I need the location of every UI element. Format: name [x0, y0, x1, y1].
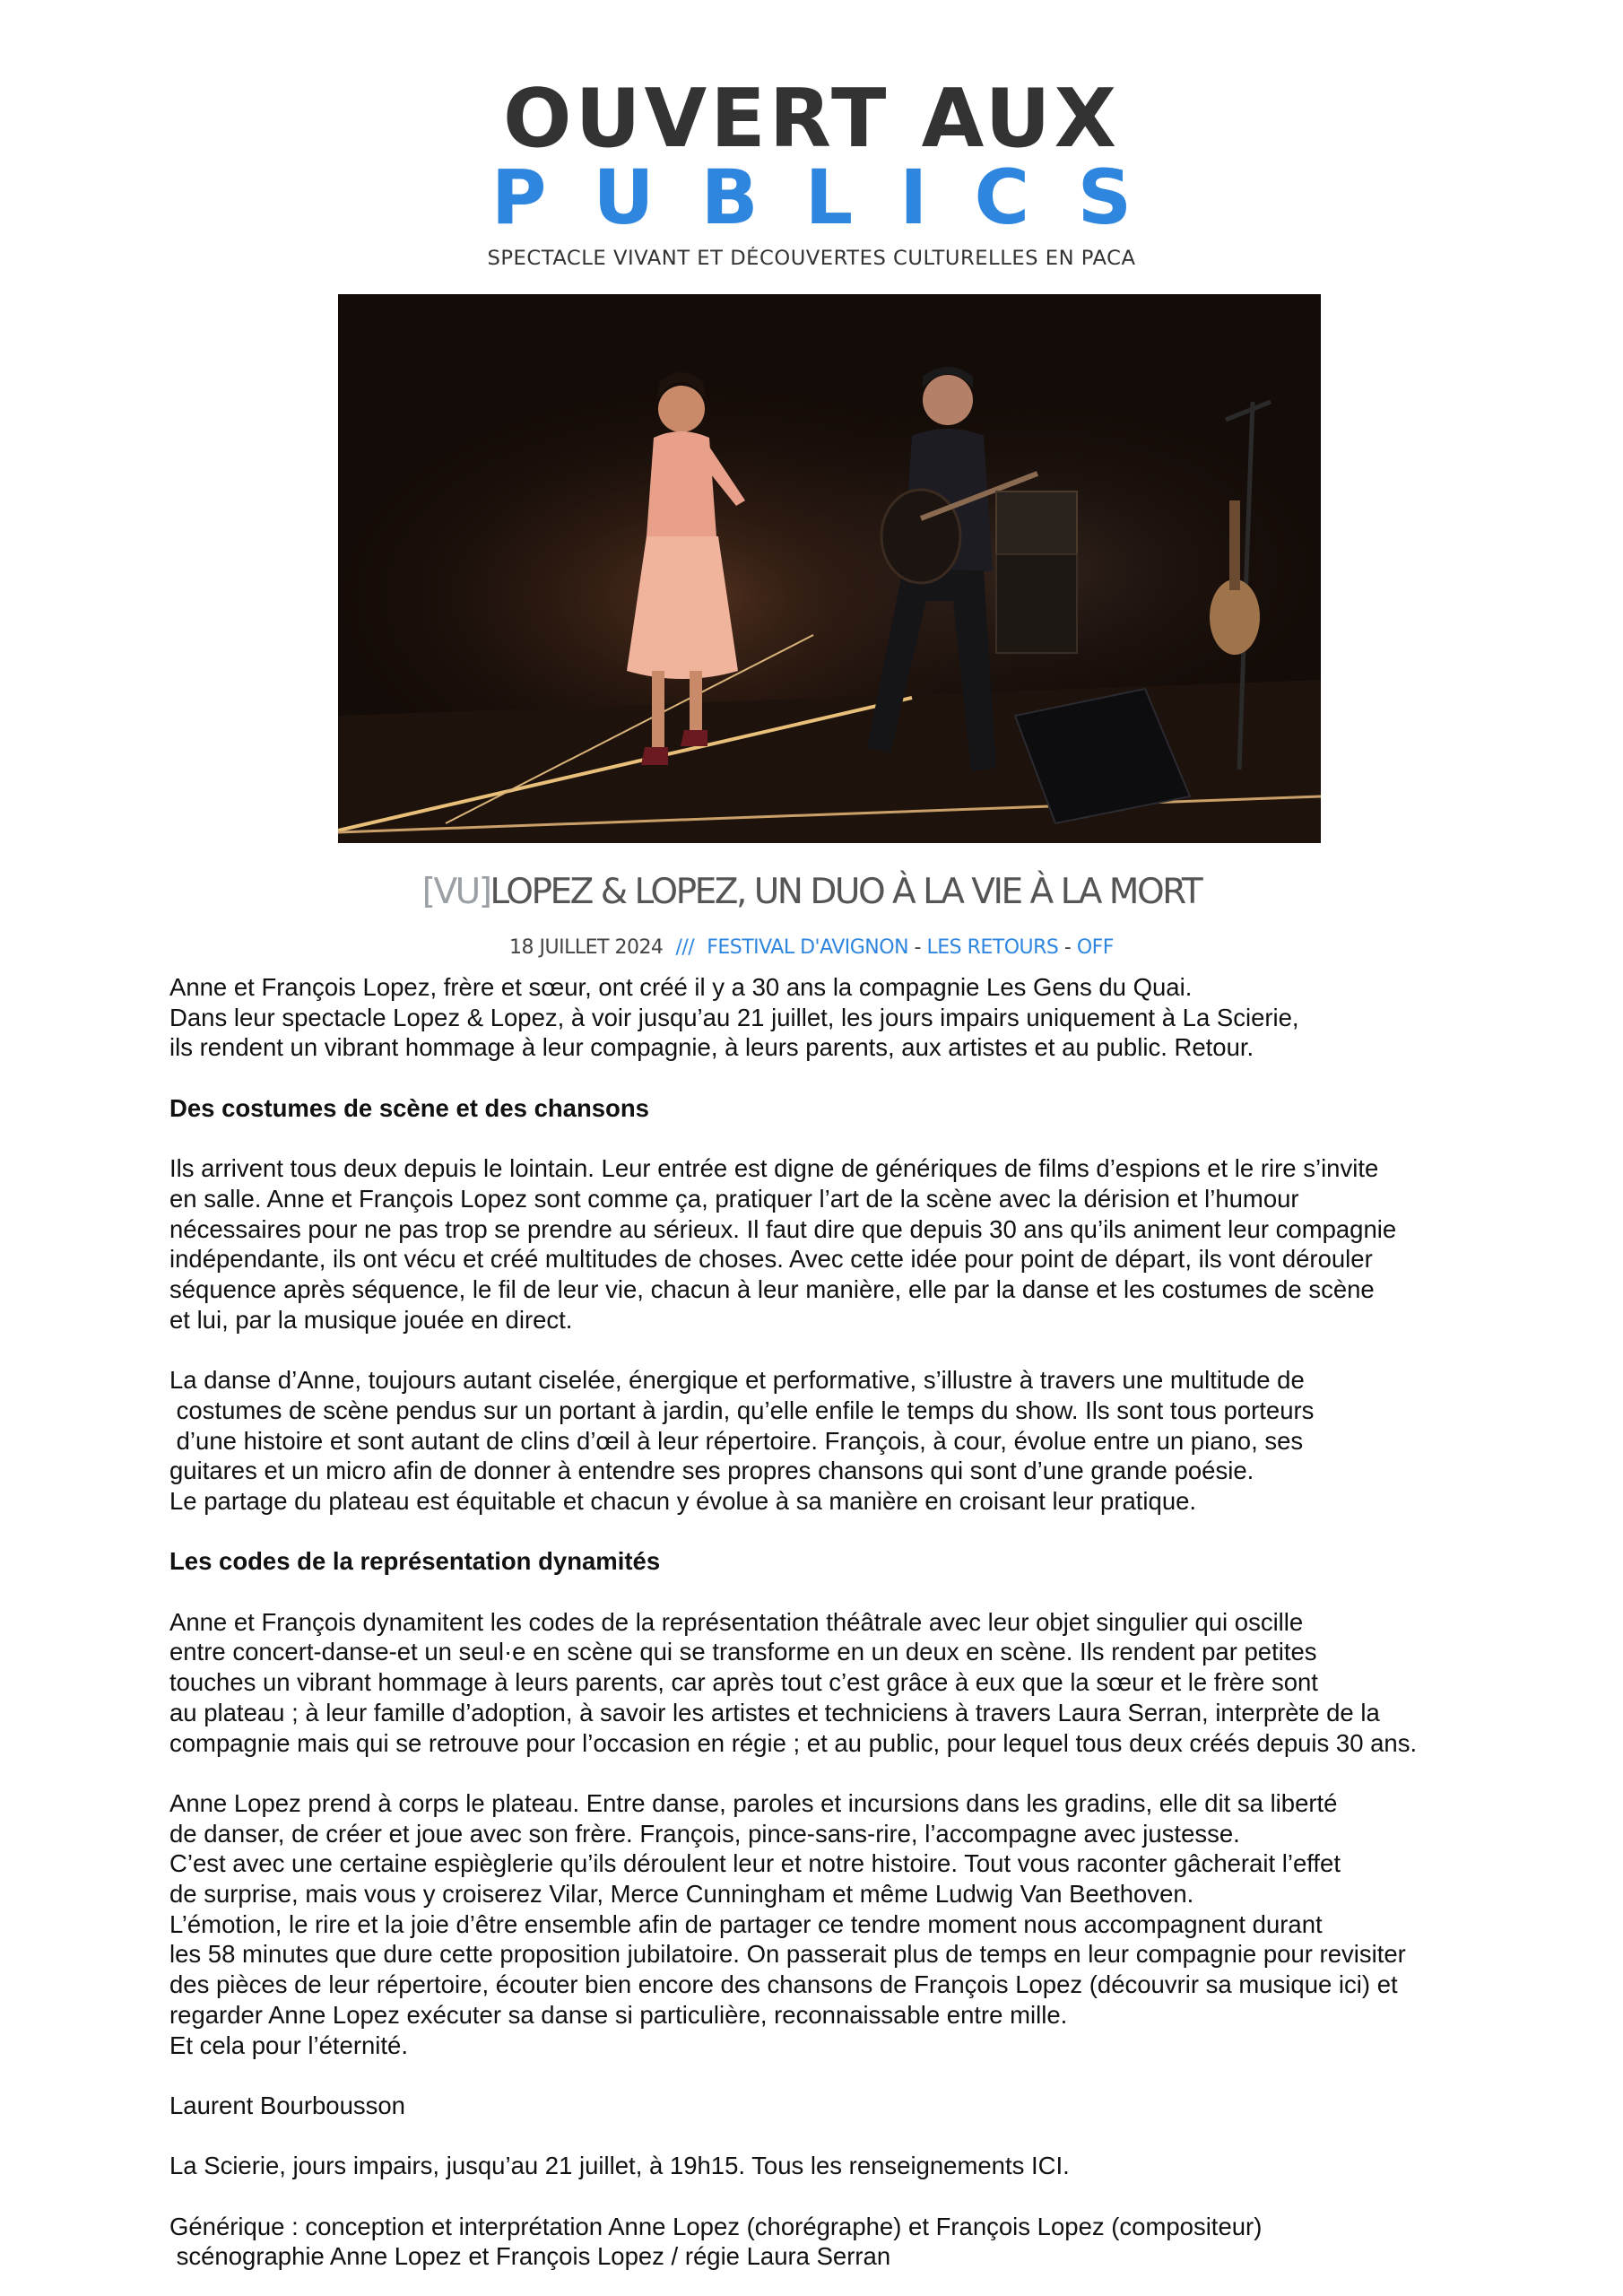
body-line: compagnie mais qui se retrouve pour l’occasion en régie ; et au public, pour lequel tous deux créés depuis 30 ans.: [169, 1728, 1418, 1757]
body-line: d’une histoire et sont autant de clins d’œil à leur répertoire. François, à cour, évolue entre un piano, ses: [169, 1426, 1304, 1455]
article-title: [0, 872, 1623, 912]
article-meta: [0, 936, 1623, 959]
logo-title-line1: OUVERT AUX: [502, 72, 1121, 166]
body-line: Ils arrivent tous deux depuis le lointain. Leur entrée est digne de génériques de films d’espions et le rire s’invite: [169, 1154, 1379, 1183]
body-line: guitares et un micro afin de donner à entendre ses propres chansons qui sont d’une grande poésie.: [169, 1457, 1254, 1485]
body-line: entre concert-danse-et un seul·e en scène qui se transforme en un deux en scène. Ils rendent par petites: [169, 1638, 1317, 1666]
body-line: regarder Anne Lopez exécuter sa danse si particulière, reconnaissable entre mille.: [169, 2000, 1068, 2029]
stage-photo-illustration: [338, 294, 1321, 843]
body-line: des pièces de leur répertoire, écouter bien encore des chansons de François Lopez (découvrir sa musique ici) et: [169, 1970, 1398, 1999]
body-line: L’émotion, le rire et la joie d’être ensemble afin de partager ce tendre moment nous accompagnent durant: [169, 1909, 1323, 1938]
body-line: en salle. Anne et François Lopez sont comme ça, pratiquer l’art de la scène avec la dérision et l’humour: [169, 1184, 1299, 1213]
article-title-prefix: [VU]: [421, 872, 490, 912]
article-photo: [338, 294, 1321, 843]
author-name: Laurent Bourbousson: [169, 2091, 405, 2119]
body-line: de danser, de créer et joue avec son frère. François, pince-sans-rire, l’accompagne avec justesse.: [169, 1819, 1240, 1848]
category-dash: -: [1058, 936, 1077, 959]
body-line: Anne et François Lopez, frère et sœur, ont créé il y a 30 ans la compagnie Les Gens du Quai.: [169, 973, 1193, 1001]
body-line: Le partage du plateau est équitable et chacun y évolue à sa manière en croisant leur pratique.: [169, 1486, 1197, 1515]
section-heading: Les codes de la représentation dynamités: [169, 1547, 661, 1576]
logo-title-line2: PUBLICS: [490, 153, 1179, 241]
body-line: de surprise, mais vous y croiserez Vilar, Merce Cunningham et même Ludwig Van Beethoven.: [169, 1880, 1194, 1908]
body-line: La danse d’Anne, toujours autant ciselée, énergique et performative, s’illustre à travers une multitude de: [169, 1366, 1305, 1395]
category-link-off[interactable]: OFF: [1076, 936, 1114, 959]
body-line: Et cela pour l’éternité.: [169, 2031, 408, 2059]
body-line: touches un vibrant hommage à leurs parents, car après tout c’est grâce à eux que la sœur et le frère sont: [169, 1668, 1318, 1697]
body-line: indépendante, ils ont vécu et créé multitudes de choses. Avec cette idée pour point de départ, ils vont dérouler: [169, 1245, 1373, 1274]
body-line: Anne et François dynamitent les codes de la représentation théâtrale avec leur objet singulier qui oscille: [169, 1607, 1304, 1636]
section-heading: Des costumes de scène et des chansons: [169, 1093, 649, 1122]
site-tagline: SPECTACLE VIVANT ET DÉCOUVERTES CULTURELLES EN PACA: [487, 248, 1136, 270]
category-link-retours[interactable]: LES RETOURS: [926, 936, 1059, 959]
body-line: les 58 minutes que dure cette proposition jubilatoire. On passerait plus de temps en leur compagnie pour revisiter: [169, 1940, 1406, 1969]
article-body: [169, 972, 1568, 2272]
category-link-festival[interactable]: FESTIVAL D'AVIGNON: [707, 936, 909, 959]
body-line: C’est avec une certaine espièglerie qu’ils déroulent leur et notre histoire. Tout vous raconter gâcherait l’effet: [169, 1849, 1341, 1878]
meta-separator: ///: [675, 936, 695, 959]
body-line: nécessaires pour ne pas trop se prendre au sérieux. Il faut dire que depuis 30 ans qu’ils animent leur compagnie: [169, 1214, 1397, 1243]
venue-info: La Scierie, jours impairs, jusqu’au 21 juillet, à 19h15. Tous les renseignements ICI.: [169, 2152, 1070, 2180]
body-line: ils rendent un vibrant hommage à leur compagnie, à leurs parents, aux artistes et au public. Retour.: [169, 1033, 1254, 1062]
article-date: 18 JUILLET 2024: [509, 936, 664, 959]
body-line: costumes de scène pendus sur un portant à jardin, qu’elle enfile le temps du show. Ils sont tous porteurs: [169, 1396, 1315, 1424]
category-dash: -: [908, 936, 927, 959]
credits-line: scénographie Anne Lopez et François Lopez / régie Laura Serran: [169, 2242, 891, 2271]
body-line: Dans leur spectacle Lopez & Lopez, à voir jusqu’au 21 juillet, les jours impairs uniquement à La Scierie,: [169, 1003, 1299, 1031]
body-line: Anne Lopez prend à corps le plateau. Entre danse, paroles et incursions dans les gradins, elle dit sa liberté: [169, 1788, 1338, 1817]
article-title-text: LOPEZ & LOPEZ, UN DUO À LA VIE À LA MORT: [490, 872, 1202, 912]
body-line: au plateau ; à leur famille d’adoption, à savoir les artistes et techniciens à travers Laura Serran, interprète de la: [169, 1698, 1380, 1726]
credits-line: Générique : conception et interprétation Anne Lopez (chorégraphe) et François Lopez (compositeur): [169, 2212, 1263, 2240]
body-line: et lui, par la musique jouée en direct.: [169, 1305, 573, 1334]
body-line: séquence après séquence, le fil de leur vie, chacun à leur manière, elle par la danse et les costumes de scène: [169, 1275, 1375, 1303]
